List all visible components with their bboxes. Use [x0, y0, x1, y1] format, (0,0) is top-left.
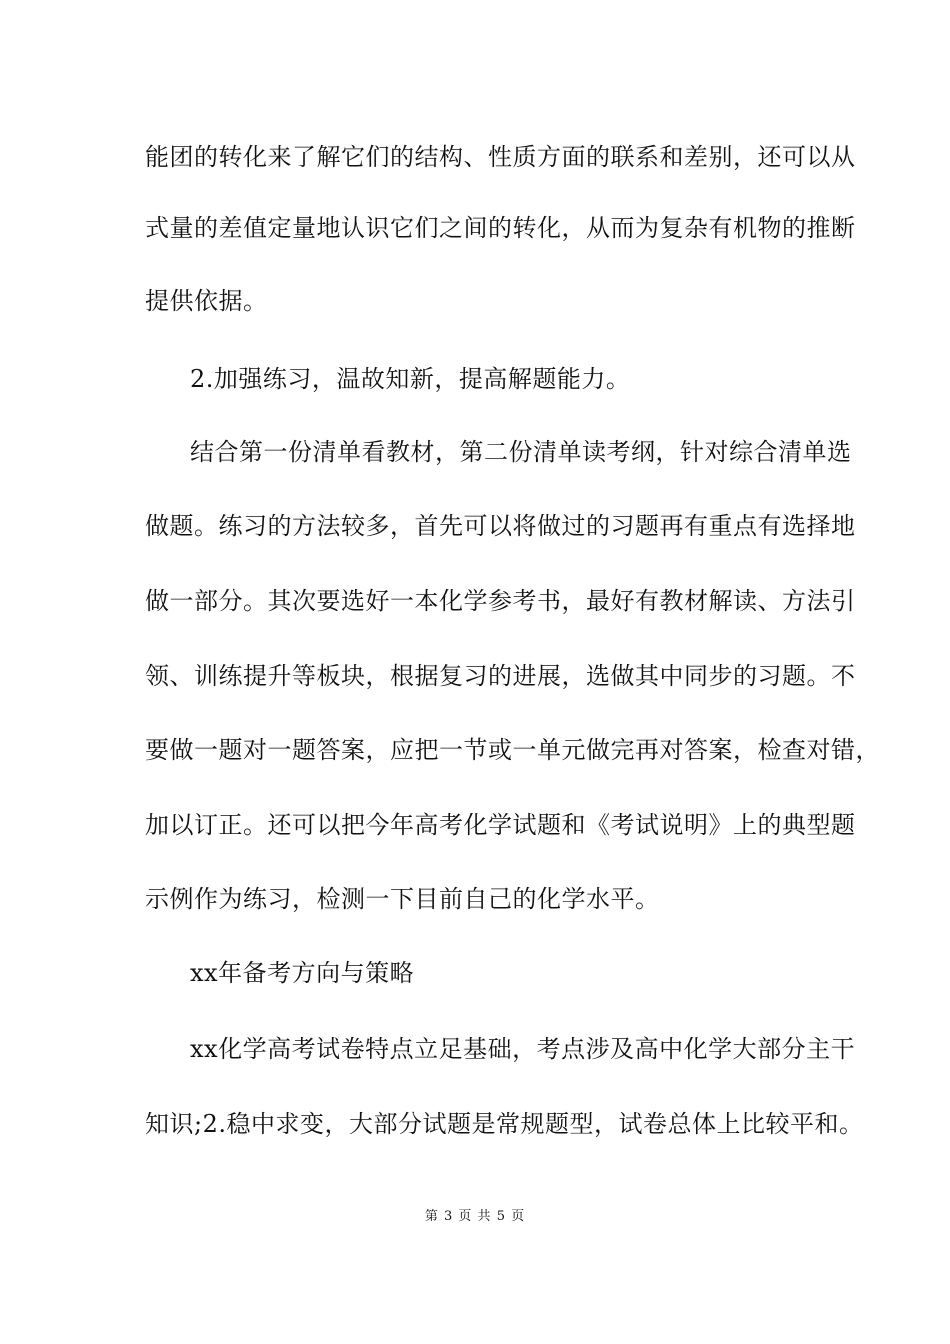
section-heading: 2.加强练习，温故知新，提高解题能力。 — [190, 365, 631, 393]
text-line: xx化学高考试卷特点立足基础，考点涉及高中化学大部分主干 — [190, 1035, 856, 1063]
text-line: 领、训练提升等板块，根据复习的进展，选做其中同步的习题。不 — [145, 662, 856, 690]
text-line: 加以订正。还可以把今年高考化学试题和《考试说明》上的典型题 — [145, 811, 856, 839]
text-line: 结合第一份清单看教材，第二份清单读考纲，针对综合清单选 — [190, 438, 852, 466]
text-line: 要做一题对一题答案，应把一节或一单元做完再对答案，检查对错， — [145, 736, 880, 764]
text-line: 示例作为练习，检测一下目前自己的化学水平。 — [145, 885, 660, 913]
text-line: 式量的差值定量地认识它们之间的转化，从而为复杂有机物的推断 — [145, 214, 856, 242]
text-line: 能团的转化来了解它们的结构、性质方面的联系和差别，还可以从 — [145, 143, 856, 171]
text-line: 做一部分。其次要选好一本化学参考书，最好有教材解读、方法引 — [145, 587, 856, 615]
section-heading: xx年备考方向与策略 — [190, 959, 415, 987]
text-line: 知识;2.稳中求变，大部分试题是常规题型，试卷总体上比较平和。 — [145, 1110, 864, 1138]
page-number-footer: 第 3 页 共 5 页 — [424, 1209, 526, 1224]
text-line: 做题。练习的方法较多，首先可以将做过的习题再有重点有选择地 — [145, 512, 856, 540]
text-line: 提供依据。 — [145, 287, 268, 315]
